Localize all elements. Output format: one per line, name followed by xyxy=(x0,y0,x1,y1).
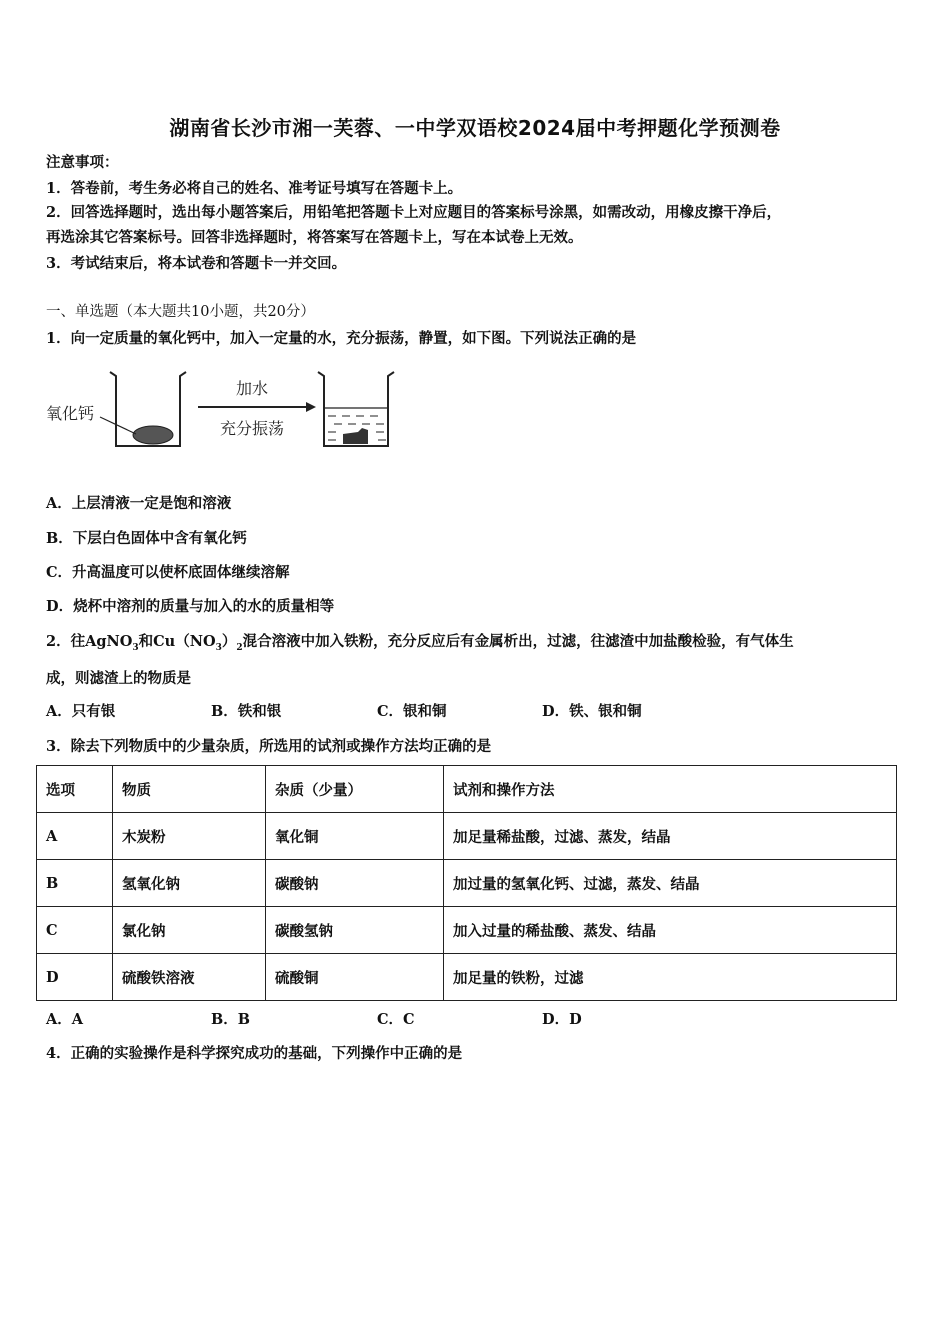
note-item-3: 3．考试结束后，将本试卷和答题卡一并交回。 xyxy=(46,255,347,272)
table-cell: 硫酸铜 xyxy=(266,954,444,1001)
q2-cuno3-sub1: 3 xyxy=(215,642,222,653)
question-3-option-d[interactable]: D．D xyxy=(542,1011,582,1028)
table-cell: 加足量的铁粉，过滤 xyxy=(444,954,897,1001)
table-row xyxy=(37,860,897,907)
beaker-figure xyxy=(40,362,410,462)
table-cell: 加入过量的稀盐酸、蒸发、结晶 xyxy=(444,907,897,954)
question-2-option-d[interactable]: D．铁、银和铜 xyxy=(542,703,642,720)
table-cell: 氯化钠 xyxy=(113,907,266,954)
label-calcium-oxide: 氧化钙 xyxy=(46,404,95,423)
table-row xyxy=(37,907,897,954)
question-3-option-a[interactable]: A．A xyxy=(46,1011,84,1028)
q2-and: 和 xyxy=(138,633,154,650)
q2-cuno3-close: ） xyxy=(221,633,237,650)
question-2-option-c[interactable]: C．银和铜 xyxy=(377,703,447,720)
q2-agno3: AgNO xyxy=(85,633,133,650)
question-1-option-a[interactable]: A．上层清液一定是饱和溶液 xyxy=(46,495,232,512)
note-item-2-line-2: 再选涂其它答案标号。回答非选择题时，将答案写在答题卡上，写在本试卷上无效。 xyxy=(46,229,583,246)
table-cell: 碳酸氢钠 xyxy=(266,907,444,954)
q2-prefix: 2．往 xyxy=(46,633,86,650)
note-item-1: 1．答卷前，考生务必将自己的姓名、准考证号填写在答题卡上。 xyxy=(46,180,463,197)
table-row xyxy=(37,813,897,860)
q2-cuno3: Cu（NO xyxy=(153,633,216,650)
q2-agno3-sub: 3 xyxy=(132,642,139,653)
table-header-cell: 试剂和操作方法 xyxy=(444,766,897,813)
table-cell: A xyxy=(37,813,113,860)
table-header-cell: 选项 xyxy=(37,766,113,813)
question-4-stem: 4．正确的实验操作是科学探究成功的基础，下列操作中正确的是 xyxy=(46,1045,463,1062)
residue-solid xyxy=(343,428,368,444)
question-1-option-d[interactable]: D．烧杯中溶剂的质量与加入的水的质量相等 xyxy=(46,598,335,615)
table-cell: 加足量稀盐酸，过滤、蒸发，结晶 xyxy=(444,813,897,860)
label-pointer-line xyxy=(100,417,136,434)
table-cell: 加过量的氢氧化钙、过滤，蒸发、结晶 xyxy=(444,860,897,907)
calcium-oxide-lump xyxy=(133,426,173,444)
table-cell: 木炭粉 xyxy=(113,813,266,860)
table-row xyxy=(37,954,897,1001)
arrow-head-icon xyxy=(306,402,316,412)
arrow-label-top: 加水 xyxy=(236,379,269,398)
question-1-option-c[interactable]: C．升高温度可以使杯底固体继续溶解 xyxy=(46,564,290,581)
question-2-option-b[interactable]: B．铁和银 xyxy=(211,703,282,720)
notes-heading: 注意事项： xyxy=(46,154,119,171)
table-cell: 氢氧化钠 xyxy=(113,860,266,907)
note-item-2-line-1: 2．回答选择题时，选出每小题答案后，用铅笔把答题卡上对应题目的答案标号涂黑，如需改动，用橡皮擦干净后， xyxy=(46,204,782,221)
table-cell: 硫酸铁溶液 xyxy=(113,954,266,1001)
arrow-label-bottom: 充分振荡 xyxy=(220,419,285,438)
question-1-option-b[interactable]: B．下层白色固体中含有氧化钙 xyxy=(46,530,247,547)
question-3-stem: 3．除去下列物质中的少量杂质，所选用的试剂或操作方法均正确的是 xyxy=(46,738,492,755)
question-2-stem xyxy=(46,630,794,653)
section-heading: 一、单选题（本大题共10小题，共20分） xyxy=(46,304,315,320)
question-3-table xyxy=(36,765,897,1001)
question-3-option-c[interactable]: C．C xyxy=(377,1011,415,1028)
table-cell: 碳酸钠 xyxy=(266,860,444,907)
table-cell: 氧化铜 xyxy=(266,813,444,860)
table-cell: C xyxy=(37,907,113,954)
table-header-cell: 物质 xyxy=(113,766,266,813)
question-2-option-a[interactable]: A．只有银 xyxy=(46,703,116,720)
table-header-cell: 杂质（少量） xyxy=(266,766,444,813)
question-2-stem-line-2: 成，则滤渣上的物质是 xyxy=(46,670,191,687)
page-title: 湖南省长沙市湘一芙蓉、一中学双语校2024届中考押题化学预测卷 xyxy=(169,116,781,140)
table-header-row xyxy=(37,766,897,813)
question-1-stem: 1．向一定质量的氧化钙中，加入一定量的水，充分振荡，静置，如下图。下列说法正确的是 xyxy=(46,330,637,347)
table-cell: D xyxy=(37,954,113,1001)
table-cell: B xyxy=(37,860,113,907)
q2-stem-rest: 混合溶液中加入铁粉，充分反应后有金属析出，过滤，往滤渣中加盐酸检验，有气体生 xyxy=(242,633,794,650)
question-3-option-b[interactable]: B．B xyxy=(211,1011,251,1028)
q2-cuno3-sub2: 2 xyxy=(236,642,243,653)
